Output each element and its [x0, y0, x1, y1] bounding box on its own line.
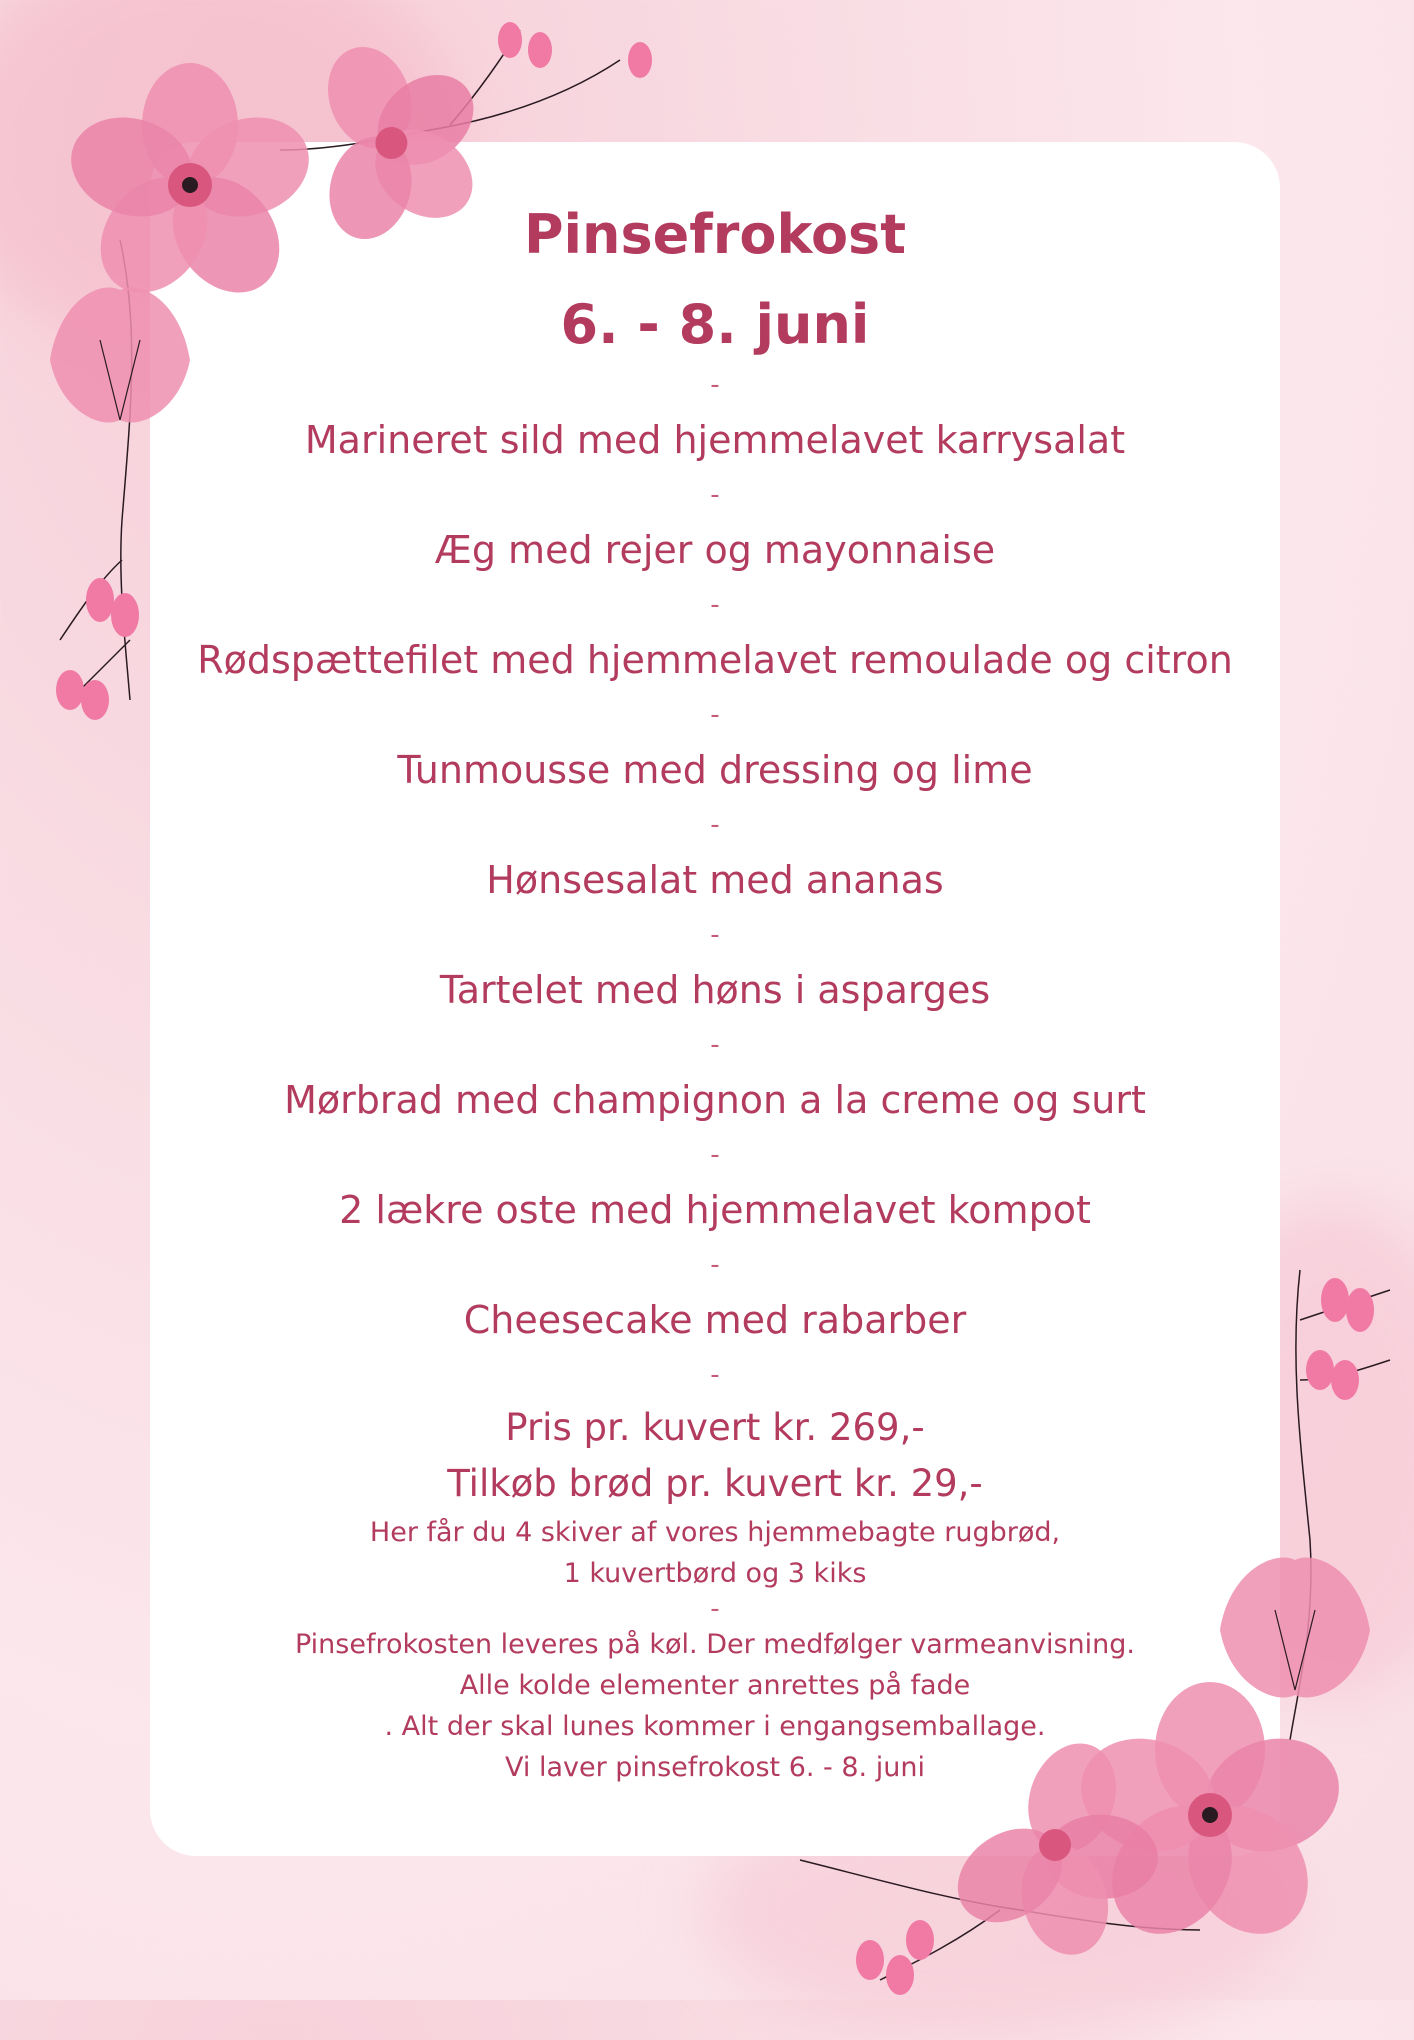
- bread-note: 1 kuvertbørd og 3 kiks: [563, 1558, 867, 1589]
- menu-item: Hønsesalat med ananas: [486, 858, 944, 902]
- separator: -: [710, 480, 720, 510]
- menu-item: Cheesecake med rabarber: [463, 1298, 967, 1342]
- separator: -: [710, 370, 720, 400]
- menu-content: [150, 190, 1280, 1788]
- separator: -: [710, 1250, 720, 1280]
- delivery-note: . Alt der skal lunes kommer i engangsemballage.: [384, 1711, 1046, 1742]
- menu-item: Marineret sild med hjemmelavet karrysalat: [304, 418, 1126, 462]
- separator: -: [710, 920, 720, 950]
- page-title: Pinsefrokost: [523, 203, 907, 266]
- separator: -: [710, 810, 720, 840]
- menu-item: Tartelet med høns i asparges: [439, 968, 991, 1012]
- delivery-note: Vi laver pinsefrokost 6. - 8. juni: [505, 1752, 925, 1783]
- menu-item: Æg med rejer og mayonnaise: [434, 528, 996, 572]
- menu-item: 2 lækre oste med hjemmelavet kompot: [339, 1188, 1091, 1232]
- separator: -: [710, 1594, 720, 1624]
- bread-price-line: Tilkøb brød pr. kuvert kr. 29,-: [447, 1462, 983, 1505]
- separator: -: [710, 590, 720, 620]
- bread-note: Her får du 4 skiver af vores hjemmebagte rugbrød,: [369, 1517, 1061, 1548]
- separator: -: [710, 1030, 720, 1060]
- menu-item: Rødspættefilet med hjemmelavet remoulade og citron: [197, 638, 1233, 682]
- separator: -: [710, 700, 720, 730]
- menu-item: Tunmousse med dressing og lime: [397, 748, 1033, 792]
- page-dates: 6. - 8. juni: [560, 293, 870, 356]
- separator: -: [710, 1360, 720, 1390]
- price-line: Pris pr. kuvert kr. 269,-: [505, 1406, 925, 1449]
- separator: -: [710, 1140, 720, 1170]
- delivery-note: Pinsefrokosten leveres på køl. Der medfølger varmeanvisning.: [294, 1629, 1136, 1660]
- delivery-note: Alle kolde elementer anrettes på fade: [459, 1670, 971, 1701]
- menu-item: Mørbrad med champignon a la creme og surt: [284, 1078, 1146, 1122]
